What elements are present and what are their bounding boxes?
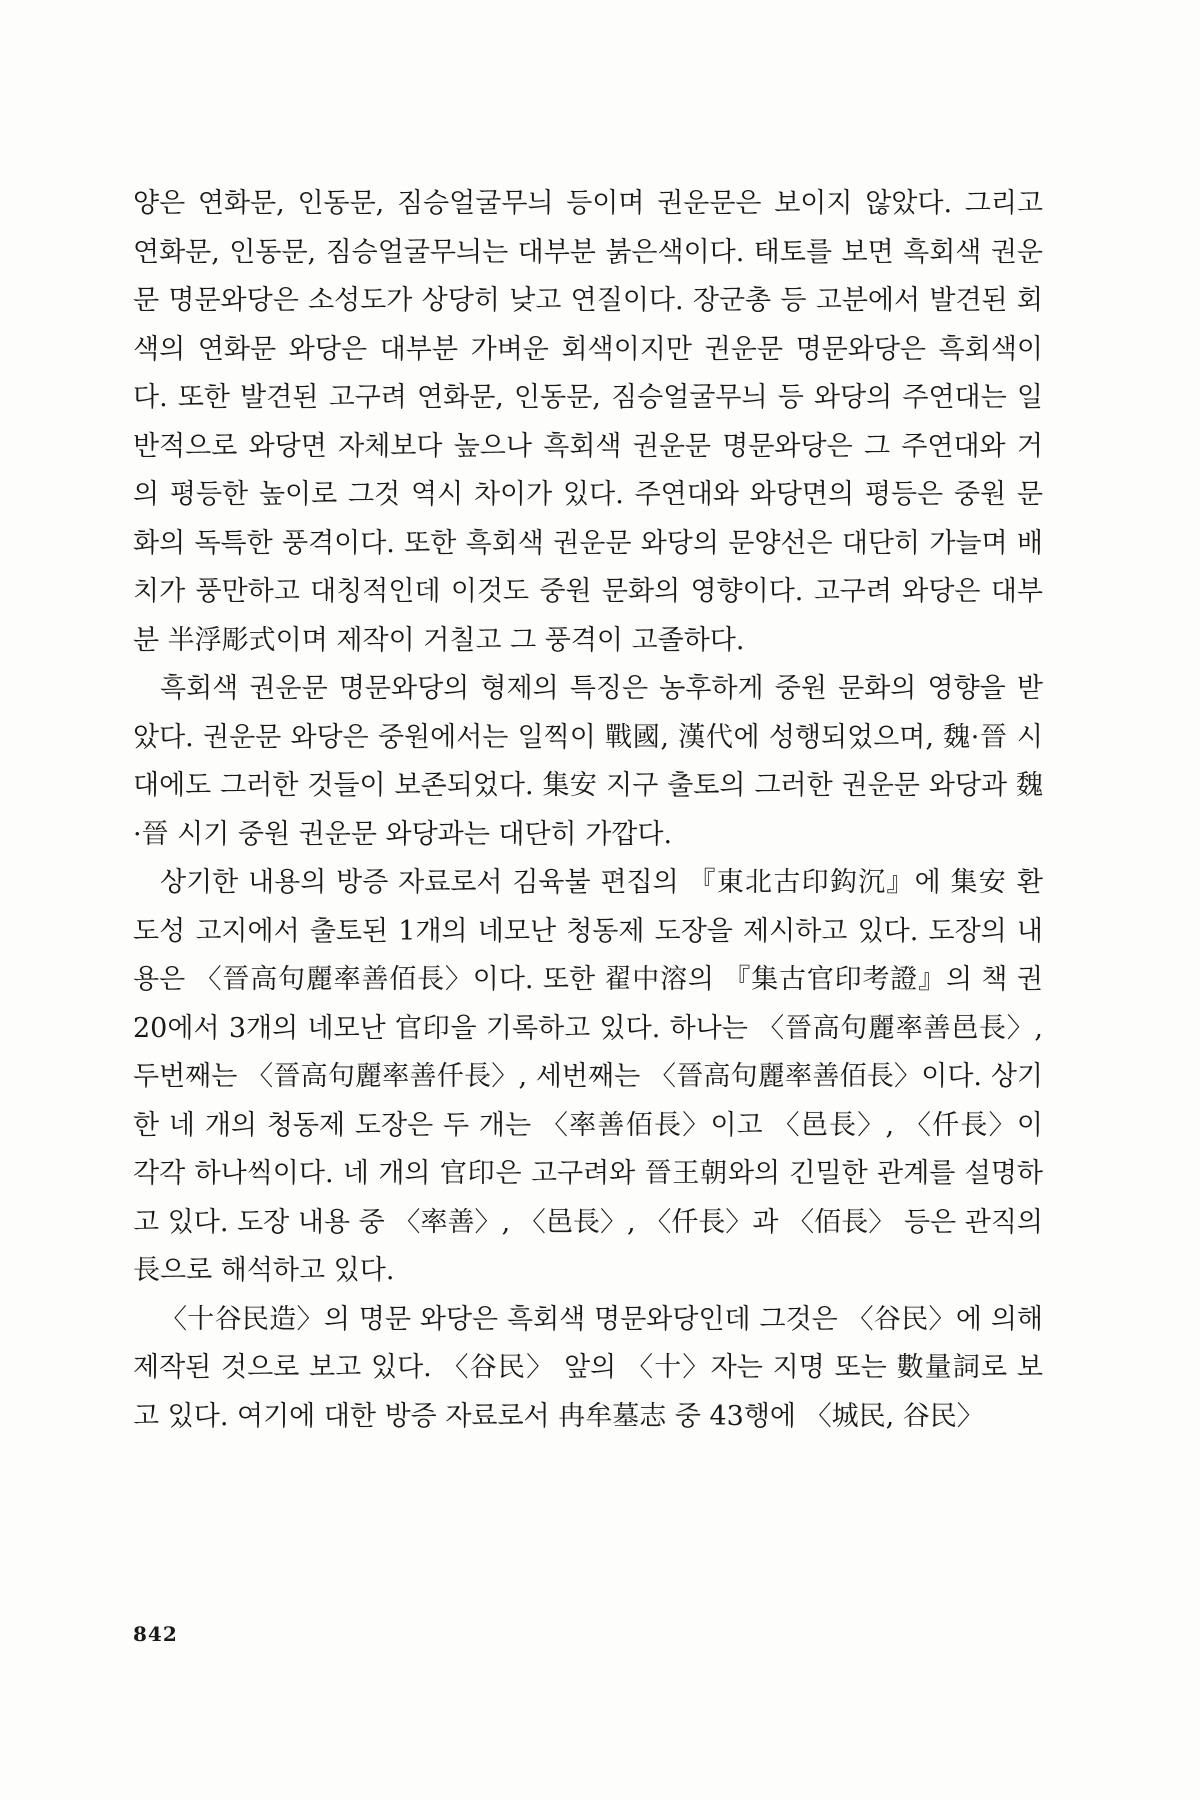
paragraph-2: 흑회색 권운문 명문와당의 형제의 특징은 농후하게 중원 문화의 영향을 받았다. 권운문 와당은 중원에서는 일찍이 戰國, 漢代에 성행되었으며, 魏·晉 시대에도 그러한 것들이 보존되었다. 集安 지구 출토의 그러한 권운문 와당과 魏·晉 시기 중원 권운문 와당과는 대단히 가깝다.: [133, 673, 1043, 850]
paragraph-1: 양은 연화문, 인동문, 짐승얼굴무늬 등이며 권운문은 보이지 않았다. 그리고 연화문, 인동문, 짐승얼굴무늬는 대부분 붉은색이다. 태토를 보면 흑회색 권운문 명문와당은 소성도가 상당히 낮고 연질이다. 장군총 등 고분에서 발견된 회색의 연화문 와당은 대부분 가벼운 회색이지만 권운문 명문와당은 흑회색이다. 또한 발견된 고구려 연화문, 인동문, 짐승얼굴무늬 등 와당의 주연대는 일반적으로 와당면 자체보다 높으나 흑회색 권운문 명문와당은 그 주연대와 거의 평등한 높이로 그것 역시 차이가 있다. 주연대와 와당면의 평등은 중원 문화의 독특한 풍격이다. 또한 흑회색 권운문 와당의 문양선은 대단히 가늘며 배치가 풍만하고 대칭적인데 이것도 중원 문화의 영향이다. 고구려 와당은 대부분 半浮彫式이며 제작이 거칠고 그 풍격이 고졸하다.: [133, 188, 1043, 656]
page-number: 842: [133, 1622, 178, 1646]
paragraph-4: 〈十谷民造〉의 명문 와당은 흑회색 명문와당인데 그것은 〈谷民〉에 의해 제작된 것으로 보고 있다. 〈谷民〉 앞의 〈十〉자는 지명 또는 數量詞로 보고 있다. 여기에 대한 방증 자료로서 冉牟墓志 중 43행에 〈城民, 谷民〉: [133, 1303, 1043, 1432]
paragraph-3: 상기한 내용의 방증 자료로서 김육불 편집의 『東北古印鈎沉』에 集安 환도성 고지에서 출토된 1개의 네모난 청동제 도장을 제시하고 있다. 도장의 내용은 〈晉高句麗率善佰長〉이다. 또한 翟中溶의 『集古官印考證』의 책 권20에서 3개의 네모난 官印을 기록하고 있다. 하나는 〈晉高句麗率善邑長〉, 두번째는 〈晉高句麗率善仟長〉, 세번째는 〈晉高句麗率善佰長〉이다. 상기한 네 개의 청동제 도장은 두 개는 〈率善佰長〉이고 〈邑長〉, 〈仟長〉이 각각 하나씩이다. 네 개의 官印은 고구려와 晉王朝와의 긴밀한 관계를 설명하고 있다. 도장 내용 중 〈率善〉, 〈邑長〉, 〈仟長〉과 〈佰長〉 등은 관직의 長으로 해석하고 있다.: [133, 867, 1043, 1286]
body-text: [133, 180, 1043, 1441]
